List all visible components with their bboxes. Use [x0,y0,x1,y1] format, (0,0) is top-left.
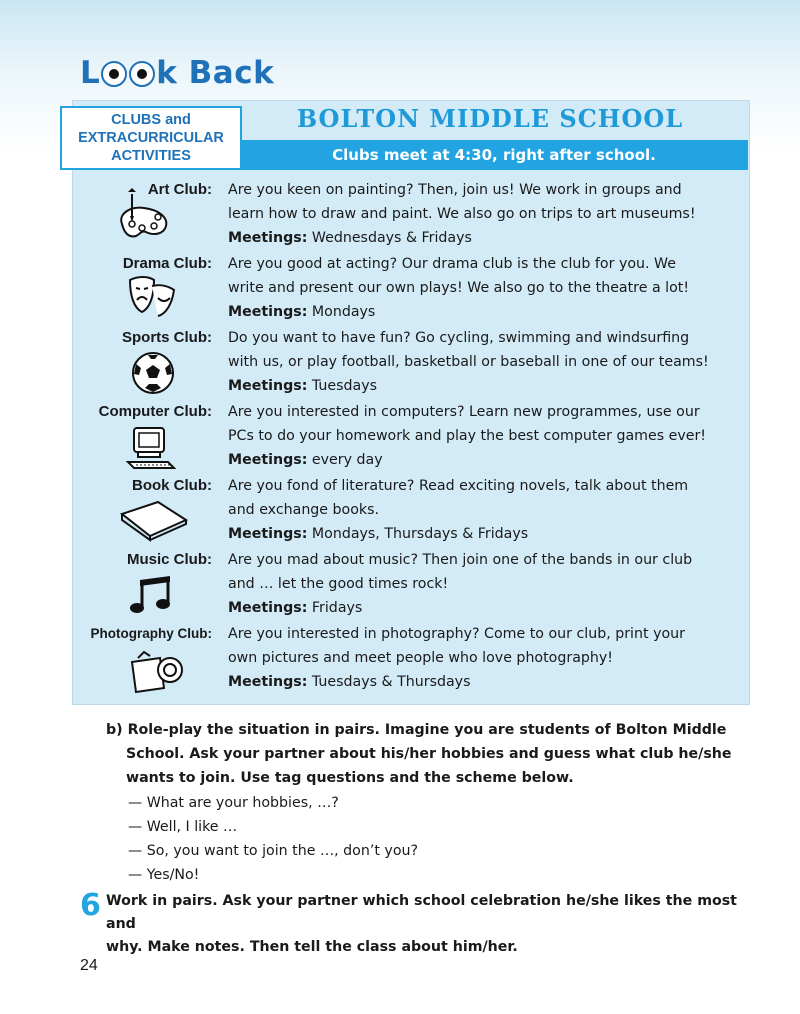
dialog-scheme [128,791,728,887]
club-line: write and present our own plays! We also go to the theatre a lot! [228,280,690,296]
meetings-label: Meetings: [228,230,308,246]
left-eye-icon [101,61,127,87]
club-name-sports: Sports Club: [122,329,212,346]
club-name-art: Art Club: [147,181,212,198]
club-name-drama: Drama Club: [122,255,212,272]
club-name-computer: Computer Club: [98,403,212,420]
club-line: Are you mad about music? Then join one of the bands in our club [228,552,693,568]
theatre-masks-icon [124,272,180,320]
meetings-days: Mondays, Thursdays & Fridays [311,526,529,542]
clubs-activities-label [60,106,242,170]
heading-rest: k Back [156,55,275,91]
label-line: EXTRACURRICULAR [78,130,224,146]
club-description-book [228,474,748,546]
task-b-line: School. Ask your partner about his/her hobbies and guess what club he/she [126,746,732,762]
club-description-art [228,178,748,250]
club-line: Are you interested in photography? Come to our club, print your [228,626,685,642]
meetings-label: Meetings: [228,452,308,468]
meetings-days: Tuesdays & Thursdays [311,674,471,690]
club-line: Are you fond of literature? Read exciting novels, talk about them [228,478,689,494]
heading-letter-l: L [80,55,101,91]
football-icon [130,350,176,396]
meetings-days: every day [311,452,383,468]
look-back-heading [80,52,274,94]
meetings-label: Meetings: [228,674,308,690]
club-line: Are you keen on painting? Then, join us! We work in groups and [228,182,682,198]
club-description-sports [228,326,748,398]
task-b-line: Role-play the situation in pairs. Imagine you are students of Bolton Middle [127,722,727,738]
club-line: Do you want to have fun? Go cycling, swimming and windsurfing [228,330,690,346]
task-6-line: why. Make notes. Then tell the class about him/her. [106,939,518,955]
club-name-music: Music Club: [127,551,212,568]
club-line: with us, or play football, basketball or baseball in one of our teams! [228,354,709,370]
club-line: Are you good at acting? Our drama club is the club for you. We [228,256,676,272]
label-line: CLUBS and [111,112,191,128]
task-6-instructions [106,890,756,959]
meetings-label: Meetings: [228,378,308,394]
club-line: and … let the good times rock! [228,576,449,592]
task-b-instructions [106,718,746,790]
book-icon [118,496,190,542]
page-number: 24 [80,957,98,974]
meetings-label: Meetings: [228,304,308,320]
dialog-line: — Well, I like … [128,819,238,835]
meetings-label: Meetings: [228,526,308,542]
right-eye-icon [129,61,155,87]
club-line: and exchange books. [228,502,380,518]
school-title: BOLTON MIDDLE SCHOOL [296,104,684,133]
camera-icon [126,648,186,696]
meetings-days: Tuesdays [311,378,378,394]
meetings-days: Mondays [311,304,376,320]
club-description-photography [228,622,748,694]
club-name-book: Book Club: [132,477,212,494]
task-b-label: b) [106,722,123,738]
club-line: own pictures and meet people who love photography! [228,650,613,666]
computer-icon [124,424,182,472]
music-note-icon [128,572,178,618]
task-6-number: 6 [80,888,101,923]
club-description-music [228,548,748,620]
task-6-line: Work in pairs. Ask your partner which school celebration he/she likes the most and [106,893,737,932]
dialog-line: — So, you want to join the …, don’t you? [128,843,419,859]
club-name-photography: Photography Club: [90,626,212,641]
club-line: PCs to do your homework and play the best computer games ever! [228,428,706,444]
subtitle-text: Clubs meet at 4:30, right after school. [332,146,656,164]
meetings-days: Wednesdays & Fridays [311,230,472,246]
meetings-days: Fridays [311,600,363,616]
task-b-line: wants to join. Use tag questions and the scheme below. [126,770,574,786]
palette-icon [116,186,172,242]
dialog-line: — Yes/No! [128,867,200,883]
meetings-label: Meetings: [228,600,308,616]
club-line: Are you interested in computers? Learn new programmes, use our [228,404,700,420]
club-line: learn how to draw and paint. We also go on trips to art museums! [228,206,696,222]
label-line: ACTIVITIES [111,148,191,164]
dialog-line: — What are your hobbies, …? [128,795,339,811]
club-description-computer [228,400,748,472]
club-description-drama [228,252,748,324]
